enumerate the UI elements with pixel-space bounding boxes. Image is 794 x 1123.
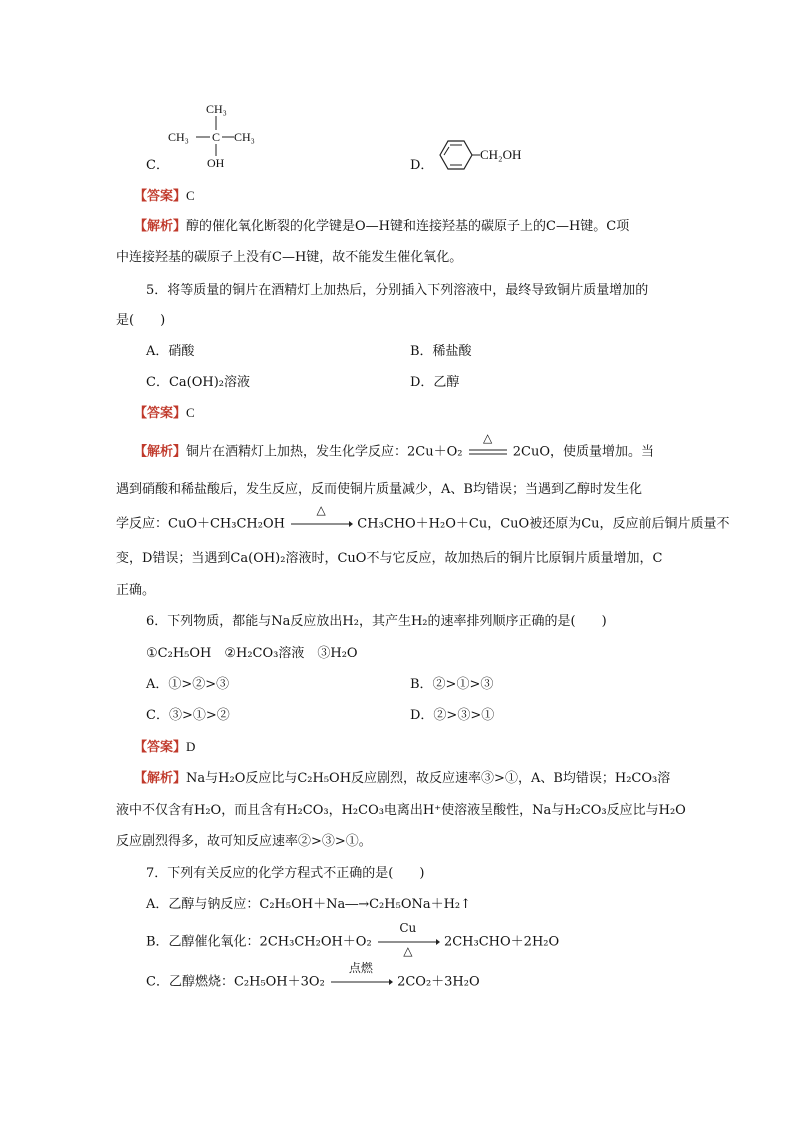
analysis-tag: 【解析】 [134,219,187,234]
oh-group: OH [207,156,225,170]
analysis-text-b: 2CuO，使质量增加。当 [512,444,655,460]
q6-option-b: B．②>①>③ [410,677,494,692]
q5-answer [134,405,195,422]
analysis-tag: 【解析】 [134,444,187,460]
q5-analysis-line-5: 正确。 [116,583,156,598]
q7-stem: 7．下列有关反应的化学方程式不正确的是( ) [146,866,425,881]
q5-stem-1: 5．将等质量的铜片在酒精灯上加热后，分别插入下列溶液中，最终导致铜片质量增加的 [146,283,649,298]
option-d-label: D． [410,158,434,173]
q7-option-a: A．乙醇与钠反应：C₂H₅OH＋Na―→C₂H₅ONa＋H₂↑ [146,897,472,912]
ch3-right: CH₃ [234,130,255,144]
heat-condition: △ [403,944,413,958]
analysis-text: Na与H₂O反应比与C₂H₅OH反应剧烈，故反应速率③>①，A、B均错误；H₂CO₃溶 [186,771,671,786]
c-center: C [212,130,221,144]
option-text-a: C．乙醇燃烧：C₂H₅OH＋3O₂ [146,974,325,990]
struct-bonds [190,112,240,160]
q6-answer [134,739,195,756]
q6-option-d: D．②>③>① [410,708,495,723]
option-text-a: B．乙醇催化氧化：2CH₃CH₂OH＋O₂ [146,934,372,950]
analysis-text: 醇的催化氧化断裂的化学键是O—H键和连接羟基的碳原子上的C—H键。C项 [186,219,630,234]
q6-analysis-line-3: 反应剧烈得多，故可知反应速率②>③>①。 [116,834,372,849]
q7-option-c [146,961,480,991]
analysis-tag: 【解析】 [134,771,187,786]
answer-value: C [186,405,195,420]
analysis-text-a: 学反应：CuO＋CH₃CH₂OH [116,516,285,532]
option-text-b: 2CH₃CHO＋2H₂O [443,934,560,950]
q6-analysis-line-2: 液中不仅含有H₂O，而且含有H₂CO₃，H₂CO₃电离出H⁺使溶液呈酸性，Na与H₂CO₃反应比与H₂O [116,803,686,818]
option-text-b: 2CO₂＋3H₂O [397,974,480,990]
q4-answer [134,188,195,205]
reaction-arrow [329,961,393,990]
q5-option-b: B．稀盐酸 [410,344,472,359]
q7-option-b [146,921,560,958]
reaction-arrow [289,503,353,532]
heat-condition: △ [316,503,326,517]
catalyst-condition: Cu [399,921,417,935]
q5-option-a: A．硝酸 [146,344,195,359]
analysis-text-b: CH₃CHO＋H₂O＋Cu，CuO被还原为Cu，反应前后铜片质量不 [357,516,730,532]
q6-stem: 6．下列物质，都能与Na反应放出H₂，其产生H₂的速率排列顺序正确的是( ) [146,614,607,629]
q6-option-a: A．①>②>③ [146,677,230,692]
equals-condition [467,431,509,460]
q5-option-c: C．Ca(OH)₂溶液 [146,375,250,390]
ch2oh-group: CH₂OH [480,147,522,162]
ignite-condition: 点燃 [348,961,373,975]
q5-option-d: D．乙醇 [410,375,460,390]
q4-analysis-line-1 [134,219,629,235]
answer-tag: 【答案】 [134,406,187,421]
q6-analysis-line-1 [134,771,670,787]
answer-tag: 【答案】 [134,189,187,204]
analysis-text-a: 铜片在酒精灯上加热，发生化学反应：2Cu＋O₂ [186,444,463,460]
q5-stem-2: 是( ) [116,313,166,328]
ch3-left: CH₃ [168,130,189,144]
ch3-top: CH₃ [206,102,227,116]
q5-analysis-line-2: 遇到硝酸和稀盐酸后，发生反应，反而使铜片质量减少，A、B均错误；当遇到乙醇时发生化 [116,482,642,497]
q5-analysis-line-1 [134,431,655,461]
q5-analysis-line-3 [116,503,730,533]
answer-value: D [186,739,196,754]
heat-condition: △ [483,431,493,445]
benzene-ring-icon [432,138,482,172]
q6-items: ①C₂H₅OH ②H₂CO₃溶液 ③H₂O [146,646,358,661]
option-c-label: C． [146,158,169,173]
q4-analysis-line-2: 中连接羟基的碳原子上没有C—H键，故不能发生催化氧化。 [116,250,463,265]
answer-value: C [186,188,195,203]
q6-option-c: C．③>①>② [146,708,230,723]
q5-analysis-line-4: 变，D错误；当遇到Ca(OH)₂溶液时，CuO不与它反应，故加热后的铜片比原铜片质量增加，C [116,551,663,566]
reaction-arrow [376,921,440,958]
answer-tag: 【答案】 [134,740,187,755]
